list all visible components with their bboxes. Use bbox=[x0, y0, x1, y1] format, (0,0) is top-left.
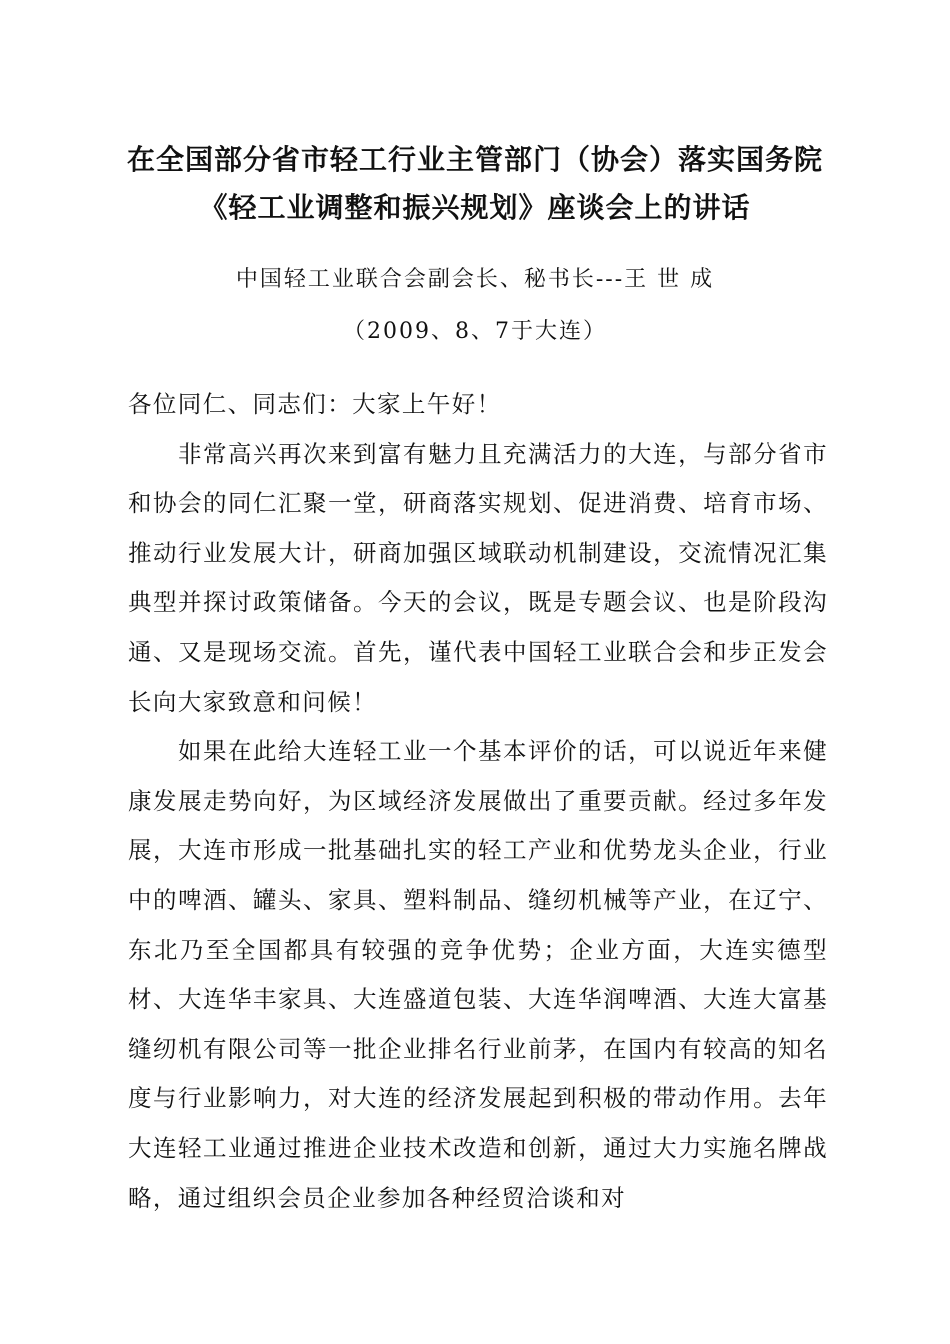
speaker-byline: 中国轻工业联合会副会长、秘书长---王 世 成 bbox=[235, 267, 715, 292]
document-title-line-1: 在全国部分省市轻工行业主管部门（协会）落实国务院 bbox=[126, 143, 823, 176]
speech-body bbox=[128, 380, 828, 1223]
speech-date-location: （2009、8、7于大连） bbox=[343, 319, 607, 344]
body-paragraph-2: 如果在此给大连轻工业一个基本评价的话，可以说近年来健康发展走势向好，为区域经济发展做出了重要贡献。经过多年发展，大连市形成一批基础扎实的轻工产业和优势龙头企业，行业中的啤酒、罐头、家具、塑料制品、缝纫机械等产业，在辽宁、东北乃至全国都具有较强的竞争优势；企业方面，大连实德型材、大连华丰家具、大连盛道包装、大连华润啤酒、大连大富基缝纫机有限公司等一批企业排名行业前茅，在国内有较高的知名度与行业影响力，对大连的经济发展起到积极的带动作用。去年大连轻工业通过推进企业技术改造和创新，通过大力实施名牌战略，通过组织会员企业参加各种经贸洽谈和对 bbox=[128, 737, 828, 1212]
body-paragraph-1: 非常高兴再次来到富有魅力且充满活力的大连，与部分省市和协会的同仁汇聚一堂，研商落实规划、促进消费、培育市场、推动行业发展大计，研商加强区域联动机制建设，交流情况汇集典型并探讨政策储备。今天的会议，既是专题会议、也是阶段沟通、又是现场交流。首先，谨代表中国轻工业联合会和步正发会长向大家致意和问候！ bbox=[128, 439, 828, 716]
greeting-paragraph: 各位同仁、同志们：大家上午好！ bbox=[128, 390, 502, 418]
document-title-line-2: 《轻工业调整和振兴规划》座谈会上的讲话 bbox=[199, 191, 751, 224]
